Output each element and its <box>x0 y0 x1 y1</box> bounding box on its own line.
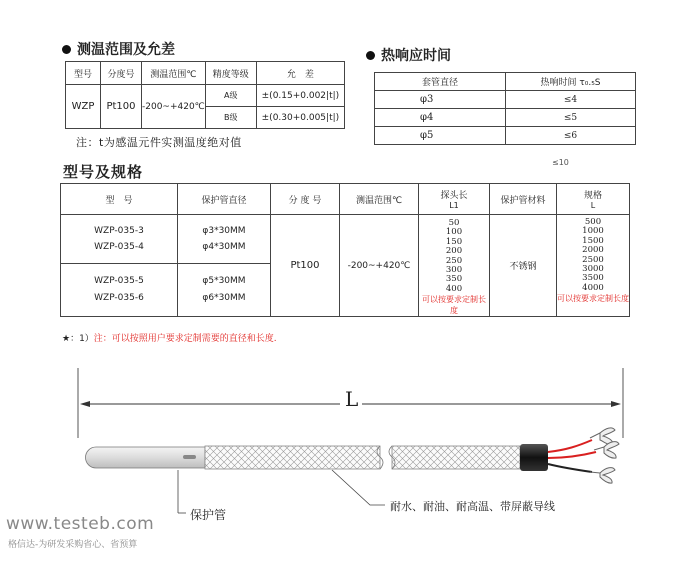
cell-model: WZP <box>66 85 101 129</box>
header-spec-unit: L <box>590 201 596 210</box>
header-probe-unit: L1 <box>449 201 459 210</box>
cell-time: ≤4 <box>506 91 636 109</box>
cell-grade-a: A级 <box>205 85 256 107</box>
cable-label: 耐水、耐油、耐高温、带屏蔽导线 <box>390 500 555 513</box>
cell-grade-b: B级 <box>205 107 256 129</box>
header-material: 保护管材料 <box>490 184 557 215</box>
section-title-model-spec: 型号及规格 <box>63 163 144 181</box>
section-title-temp-range: 测温范围及允差 <box>62 39 175 59</box>
header-tolerance: 允 差 <box>256 62 344 85</box>
length-label: L <box>345 387 359 411</box>
header-model: 型号 <box>66 62 101 85</box>
probe-custom-note: 可以按要求定制长度 <box>422 295 486 316</box>
header-diameter: 套管直径 <box>375 73 506 91</box>
note-tolerance: 注：t为感温元件实测温度绝对值 <box>76 136 242 149</box>
cell-diameter: φ4 <box>375 109 506 127</box>
cell-range: -200~+420℃ <box>142 85 206 129</box>
cell-diameters: φ5*30MM φ6*30MM <box>178 263 271 316</box>
arrow-left-icon <box>80 401 90 407</box>
spec-length-list: 500 1000 1500 2000 2500 3000 3500 4000 <box>582 217 604 293</box>
braided-cable-segment <box>392 446 520 469</box>
header-spec-label: 规格 <box>583 191 602 201</box>
probe-length-list: 50 100 150 200 250 300 350 400 <box>445 218 463 294</box>
cell-models: WZP-035-5 WZP-035-6 <box>61 263 178 316</box>
header-grade: 精度等级 <box>205 62 256 85</box>
cell-range: -200~+420℃ <box>340 215 419 317</box>
wire-black <box>548 464 592 472</box>
header-index: 分度号 <box>101 62 142 85</box>
header-model: 型 号 <box>61 184 178 215</box>
fork-terminal-icon <box>594 442 619 459</box>
header-range: 测温范围℃ <box>340 184 419 215</box>
cell-tolerance-a: ±(0.15+0.002|t|) <box>256 85 344 107</box>
wire-red <box>548 440 592 452</box>
fork-terminals <box>590 428 619 483</box>
cell-time: ≤5 <box>506 109 636 127</box>
cell-diameter: φ3 <box>375 91 506 109</box>
spec-custom-note: 可以按要求定制长度 <box>557 294 629 304</box>
watermark-url: www.testeb.com <box>6 514 155 534</box>
footnote-text: 注：可以按照用户要求定制需要的直径和长度. <box>93 334 277 344</box>
header-range: 测温范围℃ <box>142 62 206 85</box>
extra-response-time: ≤10 <box>552 158 569 167</box>
tube-label: 保护管 <box>190 508 227 522</box>
header-probe-label: 探头长 <box>440 191 468 201</box>
braided-cable-segment <box>205 446 380 469</box>
footnote-mark: ★：1） <box>62 334 94 344</box>
cell-diameter: φ5 <box>375 127 506 145</box>
cell-index: Pt100 <box>271 215 340 317</box>
fork-terminal-icon <box>590 468 615 484</box>
cell-material: 不锈钢 <box>490 215 557 317</box>
cable-leader-line <box>332 470 385 505</box>
header-response-time: 热响时间 τ₀.₅S <box>506 73 636 91</box>
cell-index: Pt100 <box>101 85 142 129</box>
cell-time: ≤6 <box>506 127 636 145</box>
header-diameter: 保护管直径 <box>178 184 271 215</box>
arrow-right-icon <box>611 401 621 407</box>
tube-slot <box>183 455 196 459</box>
watermark-slogan: 格信达-为研发采购省心、省预算 <box>8 540 138 550</box>
cell-models: WZP-035-3 WZP-035-4 <box>61 215 178 264</box>
header-index: 分 度 号 <box>271 184 340 215</box>
cell-tolerance-b: ±(0.30+0.005|t|) <box>256 107 344 129</box>
wire-red <box>548 452 596 458</box>
cell-diameters: φ3*30MM φ4*30MM <box>178 215 271 264</box>
cable-jacket <box>520 444 548 471</box>
section-title-response: 热响应时间 <box>366 45 451 65</box>
